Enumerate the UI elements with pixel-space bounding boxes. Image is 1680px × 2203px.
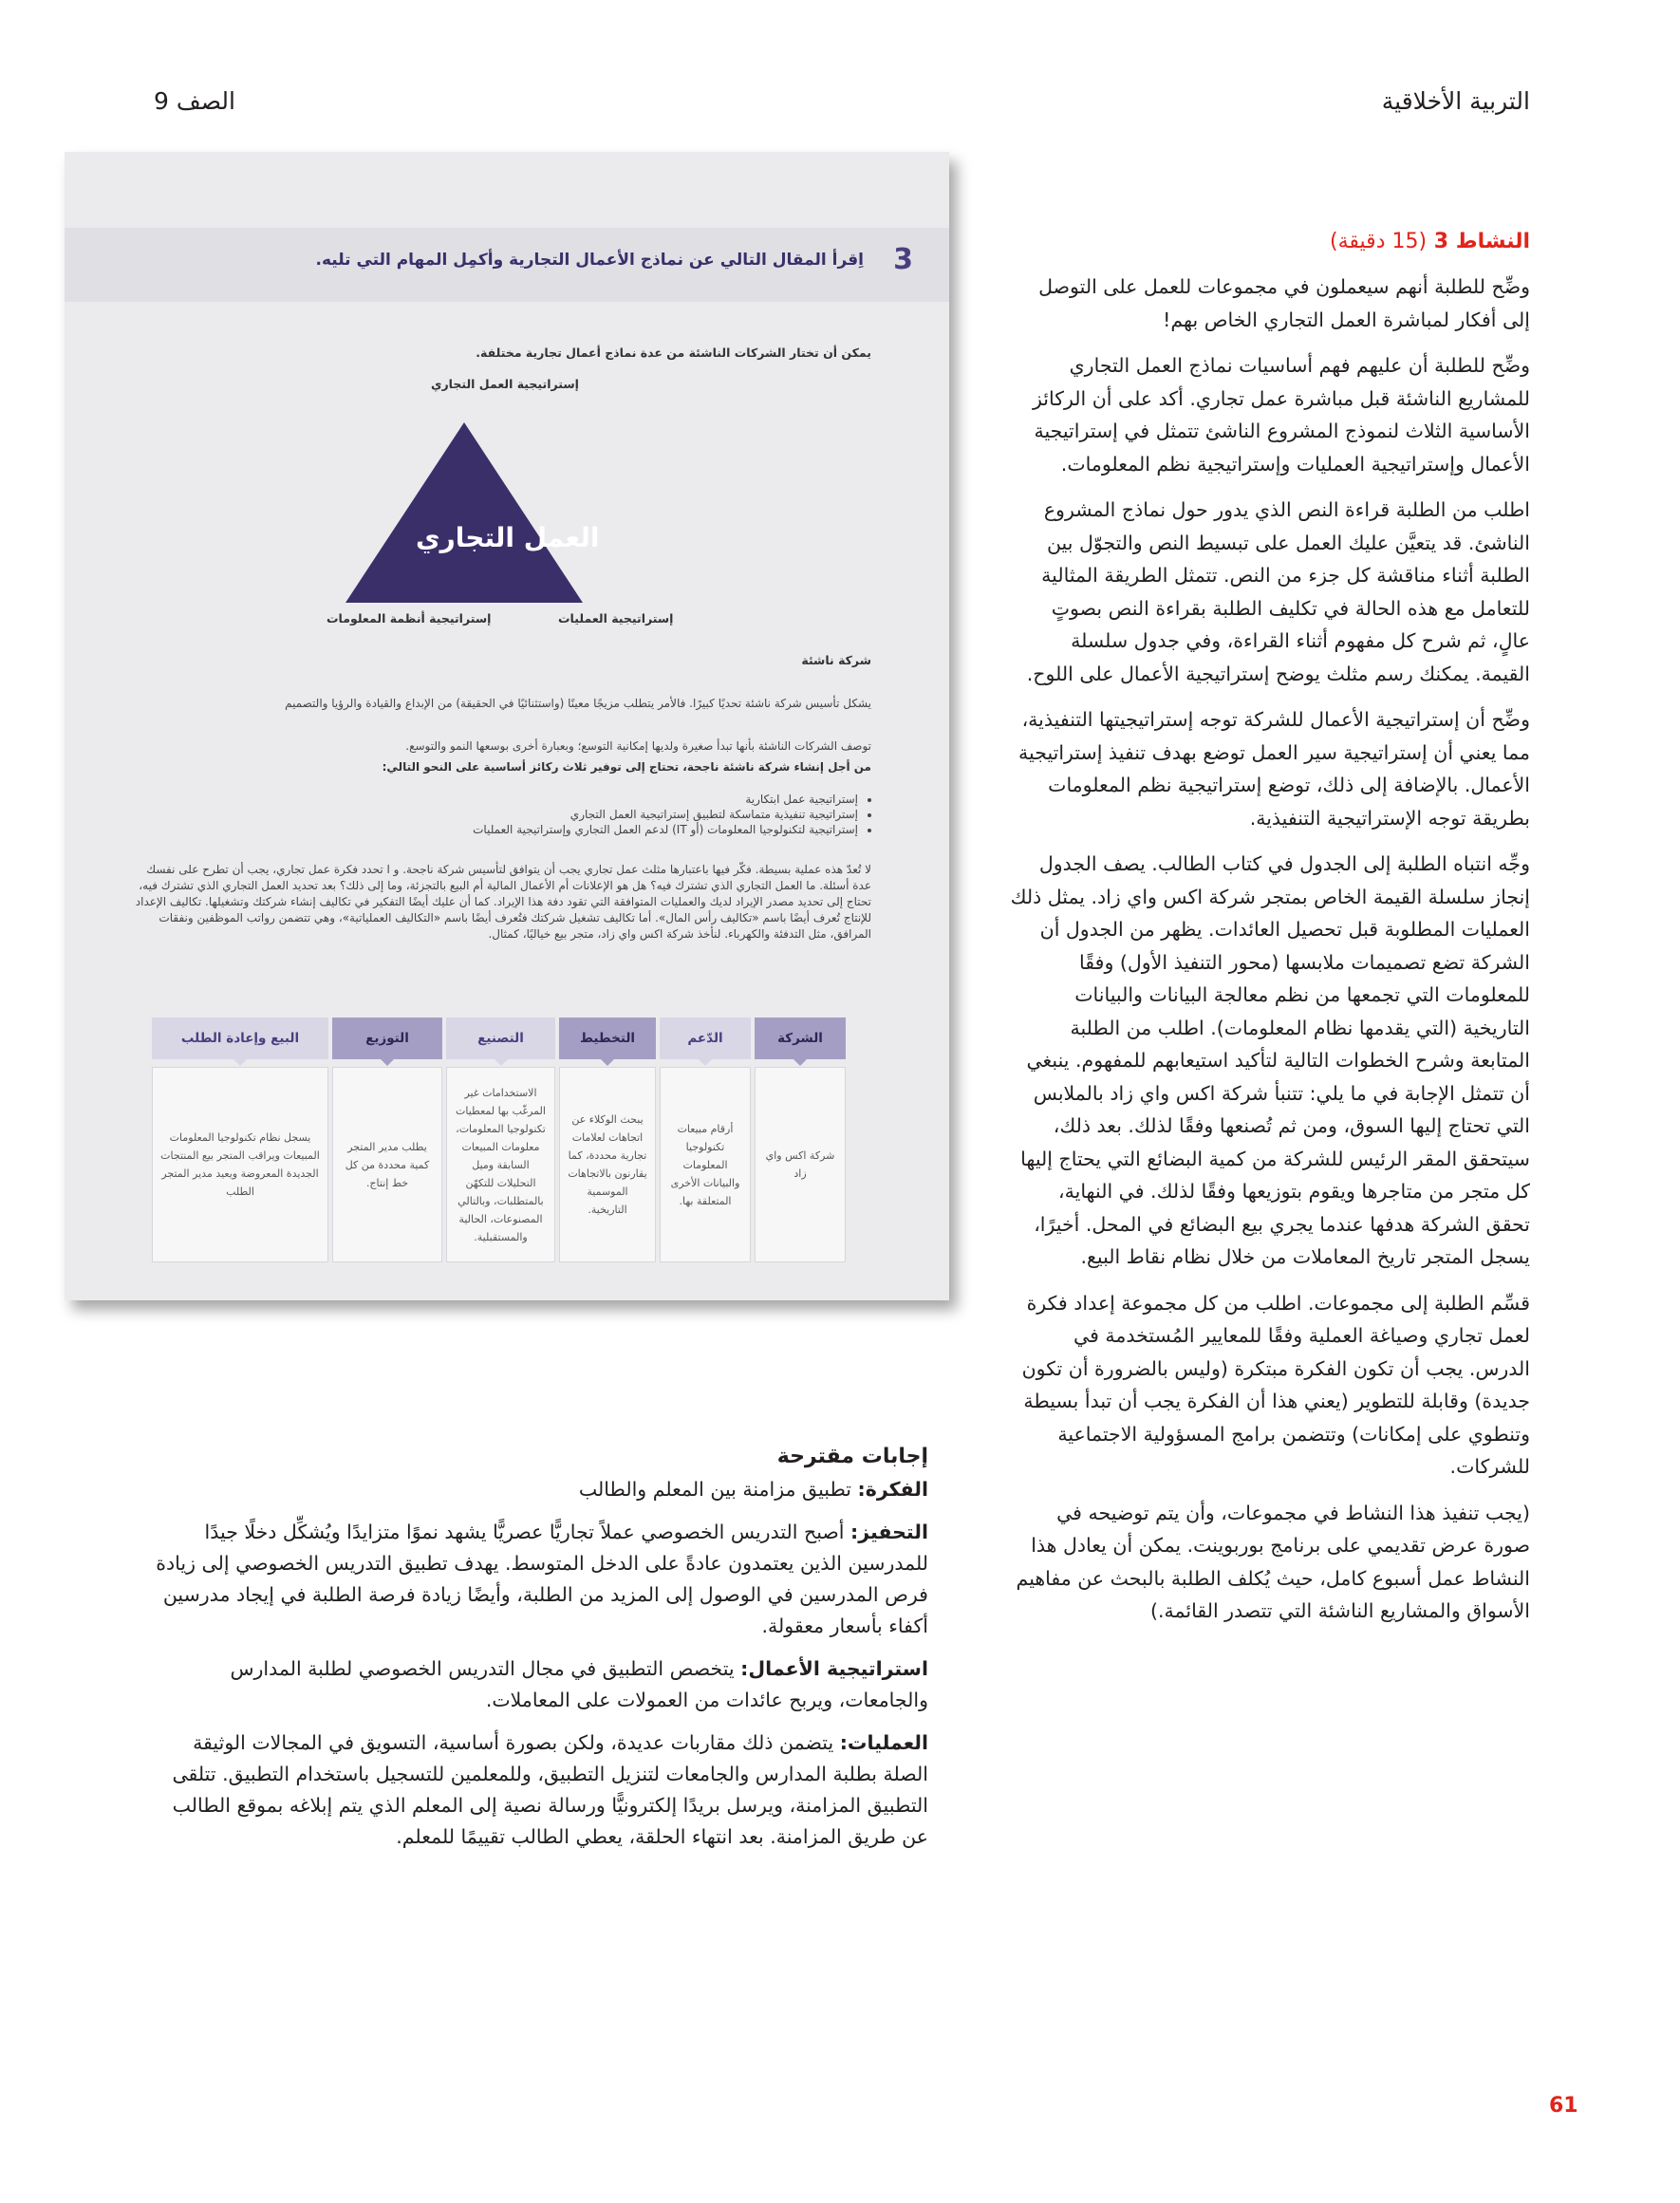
value-chain-column — [559, 1017, 656, 1262]
activity-duration: (15 دقيقة) — [1330, 230, 1428, 253]
answer-text: يتخصص التطبيق في مجال التدريس الخصوصي لطلبة المدارس والجامعات، ويربح عائدات من العمولات على المعاملات. — [230, 1657, 928, 1711]
subject-title: التربية الأخلاقية — [1381, 87, 1530, 115]
student-book-excerpt — [65, 152, 949, 1300]
value-chain-header: التوزيع — [332, 1017, 442, 1059]
value-chain-cell: الاستخدامات غير المرغّب بها لمعطيات تكنولوجيا المعلومات، معلومات المبيعات السابقة وميل التحليلات للتكهّن بالمتطلبات، وبالتالي المصنوعات، الحالية والمستقبلية. — [446, 1067, 555, 1262]
value-chain-cell: يبحث الوكلاء عن اتجاهات لعلامات تجارية محددة، كما يقارنون بالاتجاهات الموسمية التاريخية. — [559, 1067, 656, 1262]
value-chain-header: البيع وإعادة الطلب — [152, 1017, 328, 1059]
activity-paragraph: قسِّم الطلبة إلى مجموعات. اطلب من كل مجموعة إعداد فكرة لعمل تجاري وصياغة العملية وفقًا للمعايير المُستخدمة في الدرس. يجب أن تكون الفكرة مبتكرة (وليس بالضرورة أن تكون جديدة) وقابلة للتطوير (يعني هذا أن الفكرة يجب أن تبدأ بسيطة وتنطوي على إمكانات) وتتضمن برامج المسؤولية الاجتماعية للشركات. — [1021, 1291, 1530, 1478]
header-notch — [793, 1059, 807, 1066]
value-chain-header: الدّعم — [660, 1017, 751, 1059]
activity-title — [1010, 230, 1530, 253]
answer-text: يتضمن ذلك مقاربات عديدة، ولكن بصورة أساسية، التسويق في المجالات الوثيقة الصلة بطلبة المدارس والجامعات لتنزيل التطبيق، وللمعلمين للتسجيل باستخدام التطبيق. تتلقى التطبيق المزامنة، ويرسل بريدًا إلكترونيًّا ورسالة نصية إلى المعلم الذي يتم إبلاغه بموقع الطالب عن طريق المزامنة. بعد انتهاء الحلقة، يعطي الطالب تقييمًا للمعلم. — [172, 1731, 928, 1848]
activity-paragraph: وضِّح للطلبة أنهم سيعملون في مجموعات للعمل على التوصل إلى أفكار لمباشرة العمل التجاري الخاص بهم! — [1038, 275, 1530, 331]
triangle-label-bottom-right: إستراتيجية العمليات — [558, 611, 674, 625]
answer-label: استراتيجية الأعمال: — [740, 1657, 928, 1680]
value-chain-column — [152, 1017, 328, 1262]
answer-operations — [152, 1727, 928, 1853]
startup-pillars-lead: من أجل إنشاء شركة ناشئة ناجحة، تحتاج إلى توفير ثلاث ركائز أساسية على النحو التالي: — [382, 760, 871, 774]
startup-heading: شركة ناشئة — [801, 653, 871, 667]
answers-title: إجابات مقترحة — [776, 1445, 928, 1468]
header-notch — [601, 1059, 614, 1066]
activity-section — [1010, 230, 1530, 1641]
value-chain-column — [755, 1017, 846, 1262]
grade-label: الصف 9 — [154, 87, 235, 115]
header-notch — [381, 1059, 394, 1066]
activity-name: النشاط 3 — [1433, 230, 1530, 253]
value-chain-cell: شركة اكس واي زاد — [755, 1067, 846, 1262]
value-chain-header: التصنيع — [446, 1017, 555, 1059]
value-chain-column — [660, 1017, 751, 1262]
answer-label: التحفيز: — [850, 1521, 928, 1543]
startup-paragraph: لا تُعدّ هذه عملية بسيطة. فكّر فيها باعتبارها مثلث عمل تجاري يجب أن يتوافق لتأسيس شركة ناجحة. و ا تحدد فكرة عمل تجاري، يجب أن تطرح على نفسك عدة أسئلة. ما العمل التجاري الذي تشترك فيه؟ هل هو الإعلانات أم الأعمال المالية أم البيع بالتجزئة، وما إلى ذلك؟ بعد تحديد العمل التجاري الذي تشترك فيه، تحتاج إلى تحديد مصدر الإيراد لديك والعمليات المتوافقة التي تقود دفة هذا الإيراد. كما أن عليك أيضًا التفكير في تكاليف إنشاء شركتك وتشغيلها. تكاليف الإعداد للإنتاج تُعرف أيضًا باسم «تكاليف رأس المال». أما تكاليف تشغيل شركتك فتُعرف أيضًا باسم «التكاليف العملياتية»، وهي تتضمن رواتب الموظفين ونفقات المرافق، مثل التدفئة والكهرباء. لنأخذ شركة اكس واي زاد، متجر بيع خياليًا، كمثال. — [135, 863, 871, 941]
header-notch — [233, 1059, 247, 1066]
value-chain-header: الشركة — [755, 1017, 846, 1059]
value-chain-cell: يطلب مدير المتجر كمية محددة من كل خط إنتاج. — [332, 1067, 442, 1262]
answer-idea — [152, 1474, 928, 1505]
value-chain-column — [446, 1017, 555, 1262]
task-instruction: اِقرأ المقال التالي عن نماذج الأعمال التجارية وأكمِل المهام التي تليه. — [315, 251, 864, 270]
answer-label: العمليات: — [839, 1731, 928, 1754]
activity-paragraph: وضِّح أن إستراتيجية الأعمال للشركة توجه إستراتيجيتها التنفيذية، مما يعني أن إستراتيجية سير العمل توضع بهدف تنفيذ إستراتيجية الأعمال. بالإضافة إلى ذلك، توضع إستراتيجية نظم المعلومات بطريقة توجه الإستراتيجية التنفيذية. — [1018, 708, 1530, 830]
activity-paragraph: (يجب تنفيذ هذا النشاط في مجموعات، وأن يتم توضيحه في صورة عرض تقديمي على برنامج بوربوينت. يمكن أن يعادل هذا النشاط عمل أسبوع كامل، حيث يُكلف الطلبة بالبحث عن مفاهيم الأسواق والمشاريع الناشئة التي تتصدر القائمة.) — [1016, 1501, 1530, 1622]
startup-paragraph: توصف الشركات الناشئة بأنها تبدأ صغيرة ولديها إمكانية التوسع؛ وبعبارة أخرى بوسعها النمو والتوسع. — [405, 739, 871, 753]
activity-paragraph: اطلب من الطلبة قراءة النص الذي يدور حول نماذج المشروع الناشئ. قد يتعيَّن عليك العمل على تبسيط النص والتجوّل بين الطلبة أثناء مناقشة كل جزء من النص. تتمثل الطريقة المثالية للتعامل مع هذه الحالة في تكليف الطلبة بقراءة النص بصوتٍ عالٍ، ثم شرح كل مفهوم أثناء القراءة، وفي جدول سلسلة القيمة. يمكنك رسم مثلث يوضح إستراتيجية الأعمال على اللوح. — [1026, 498, 1530, 685]
task-number: 3 — [893, 243, 913, 276]
triangle-label-top: إستراتيجية العمل التجاري — [431, 377, 579, 391]
activity-paragraph: وضِّح للطلبة أن عليهم فهم أساسيات نماذج العمل التجاري للمشاريع الناشئة قبل مباشرة عمل تجاري. أكد على أن الركائز الأساسية الثلاث لنموذج المشروع الناشئ تتمثل في إستراتيجية الأعمال وإستراتيجية العمليات وإستراتيجية نظم المعلومات. — [1032, 354, 1530, 476]
answer-motivation — [152, 1517, 928, 1642]
value-chain-header: التخطيط — [559, 1017, 656, 1059]
answer-label: الفكرة: — [857, 1478, 928, 1501]
header-notch — [699, 1059, 712, 1066]
page-number: 61 — [1549, 2094, 1578, 2118]
header-notch — [495, 1059, 508, 1066]
pillars-list — [473, 792, 871, 837]
answer-text: أصبح التدريس الخصوصي عملاً تجاريًّا عصريًّا يشهد نموًا متزايدًا ويُشكِّل دخلًا جيدًا للمدرسين الذين يعتمدون عادةً على الدخل المتوسط. يهدف تطبيق التدريس الخصوصي إلى زيادة فرص المدرسين في الوصول إلى المزيد من الطلبة، وأيضًا زيادة فرصة الطلبة في إيجاد مدرسين أكفاء بأسعار معقولة. — [156, 1521, 928, 1637]
startup-paragraph: يشكل تأسيس شركة ناشئة تحديًا كبيرًا. فالأمر يتطلب مزيجًا معينًا (واستثنائيًا في الحقيقة) من الإبداع والقيادة والرؤيا والتصميم — [285, 697, 871, 710]
suggested-answers — [152, 1445, 928, 1864]
answer-text: تطبيق مزامنة بين المعلم والطالب — [578, 1478, 852, 1501]
business-triangle-diagram — [345, 422, 583, 603]
activity-paragraph: وجِّه انتباه الطلبة إلى الجدول في كتاب الطالب. يصف الجدول إنجاز سلسلة القيمة الخاص بمتجر شركة اكس واي زاد. يمثل ذلك العمليات المطلوبة قبل تحصيل العائدات. يظهر من الجدول أن الشركة تضع تصميمات ملابسها (محور التنفيذ الأول) وفقًا للمعلومات التي تجمعها من نظم معالجة البيانات والبيانات التاريخية (التي يقدمها نظام المعلومات). اطلب من الطلبة المتابعة وشرح الخطوات التالية لتأكيد استيعابهم للمفهوم. ينبغي أن تتمثل الإجابة في ما يلي: تتنبأ شركة اكس واي زاد بالملابس التي تحتاج إليها السوق، ومن ثم تُصنعها وفقًا لذلك. بعد ذلك، سيتحقق المقر الرئيس للشركة من كمية البضائع التي يحتاج إليها كل متجر من متاجرها ويقوم بتوزيعها وفقًا لذلك. في النهاية، تحقق الشركة هدفها عندما يجري بيع البضائع في المحل. أخيرًا، يسجل المتجر تاريخ المعاملات من خلال نظام نقاط البيع. — [1010, 852, 1530, 1268]
list-item: • إستراتيجية تنفيذية متماسكة لتطبيق إستراتيجية العمل التجاري — [473, 807, 858, 822]
triangle-center-label: العمل التجاري — [416, 522, 600, 553]
value-chain-cell: أرقام مبيعات تكنولوجيا المعلومات والبيانات الأخرى المتعلقة بها. — [660, 1067, 751, 1262]
list-item: • إستراتيجية عمل ابتكارية — [473, 792, 858, 807]
triangle-shape — [345, 422, 583, 603]
triangle-label-bottom-left: إستراتيجية أنظمة المعلومات — [327, 611, 492, 625]
value-chain-cell: يسجل نظام تكنولوجيا المعلومات المبيعات ويراقب المتجر بيع المنتجات الجديدة المعروضة ويعيد مدير المتجر الطلب — [152, 1067, 328, 1262]
list-item: • إستراتيجية لتكنولوجيا المعلومات (أو IT) لدعم العمل التجاري وإستراتيجية العمليات — [473, 822, 858, 837]
value-chain-column — [332, 1017, 442, 1262]
triangle-intro: يمكن أن تختار الشركات الناشئة من عدة نماذج أعمال تجارية مختلفة. — [476, 345, 871, 360]
answer-strategy — [152, 1653, 928, 1716]
